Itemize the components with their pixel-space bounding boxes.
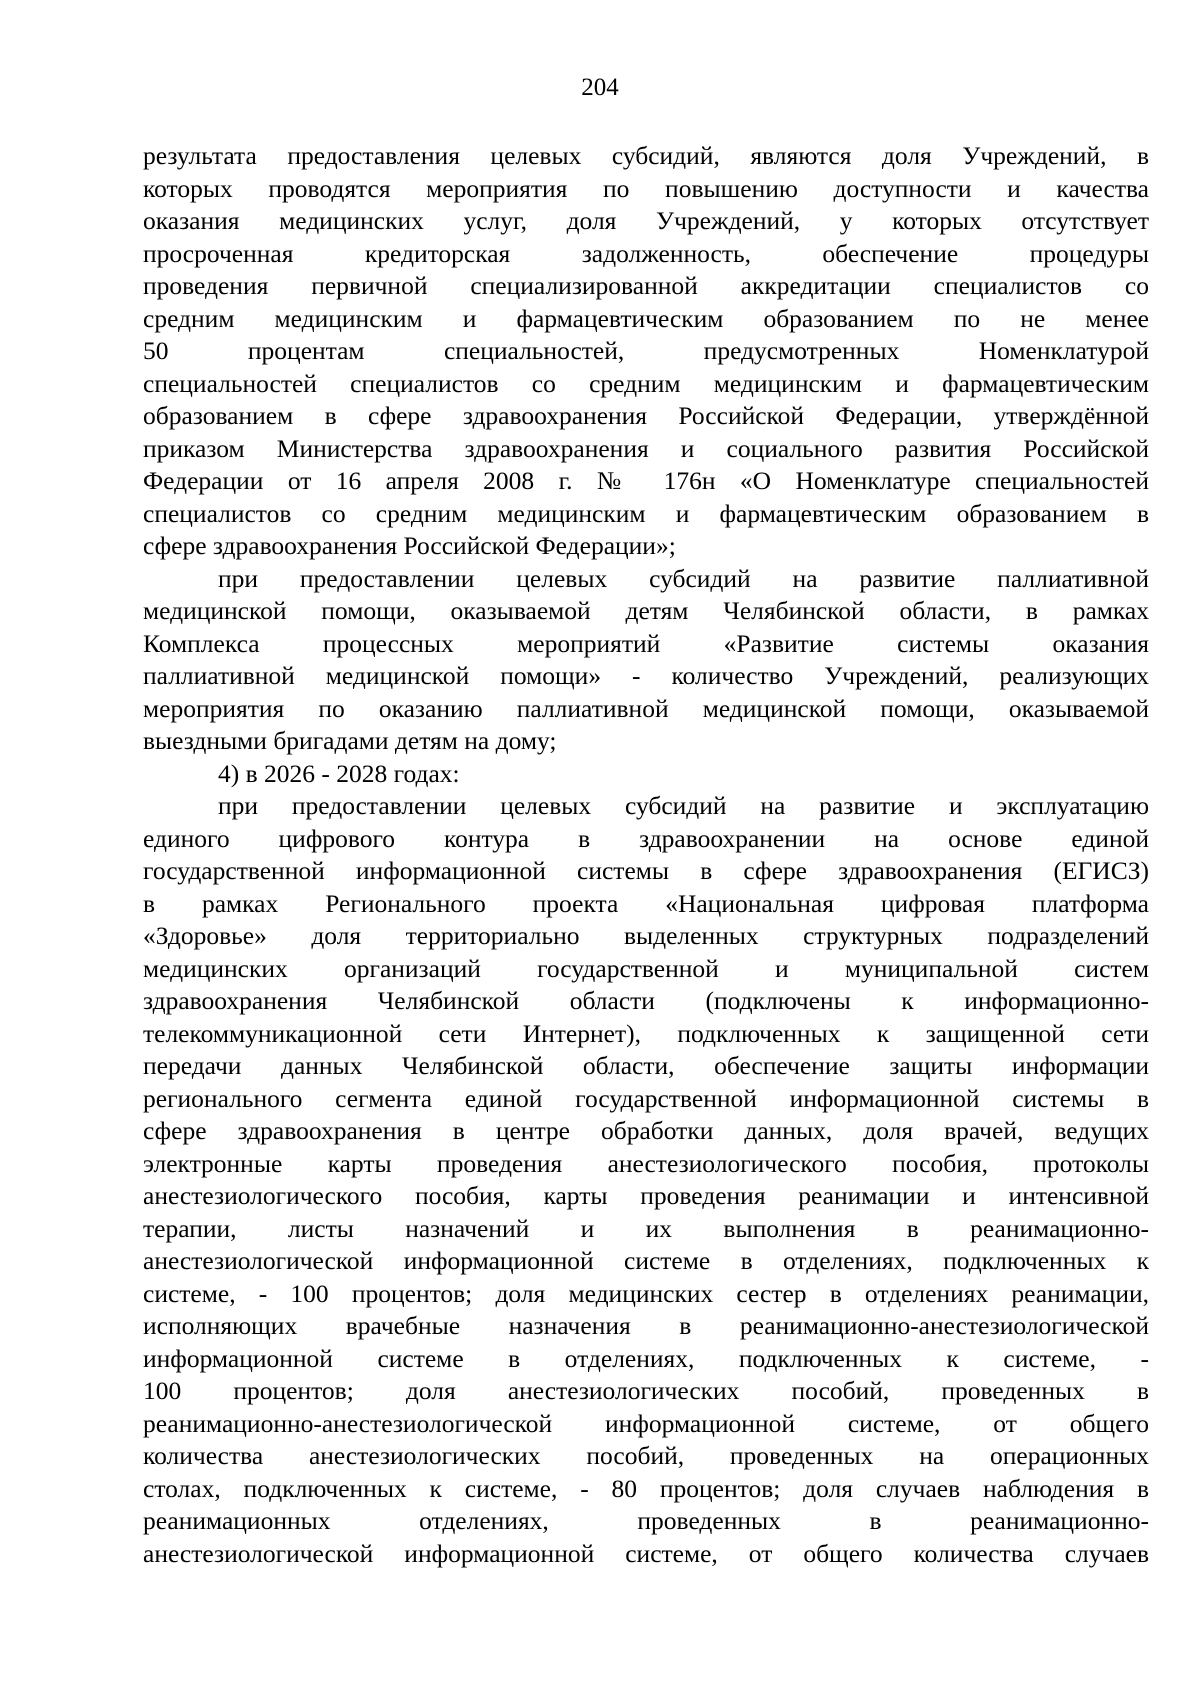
text-line: при предоставлении целевых субсидий на развитие и эксплуатацию	[218, 791, 1149, 820]
text-line: системе, - 100 процентов; доля медицинских сестер в отделениях реанимации,	[143, 1278, 1149, 1308]
text-line: единого цифрового контура в здравоохранении на основе единой	[143, 823, 1149, 853]
text-line: оказания медицинских услуг, доля Учреждений, у которых отсутствует	[143, 206, 1149, 235]
text-line: регионального сегмента единой государственной информационной системы в	[143, 1083, 1149, 1113]
text-line: средним медицинским и фармацевтическим образованием по не менее	[143, 303, 1149, 333]
text-line: в рамках Регионального проекта «Национальная цифровая платформа	[143, 888, 1149, 918]
text-line: 4) в 2026 - 2028 годах:	[218, 758, 460, 788]
text-line: телекоммуникационной сети Интернет), подключенных к защищенной сети	[143, 1018, 1149, 1048]
text-line: выездными бригадами детям на дому;	[143, 726, 557, 755]
text-line: образованием в сфере здравоохранения Российской Федерации, утверждённой	[143, 401, 1149, 430]
text-line: медицинской помощи, оказываемой детям Челябинской области, в рамках	[143, 596, 1149, 625]
text-line: приказом Министерства здравоохранения и социального развития Российской	[143, 433, 1149, 463]
text-line: здравоохранения Челябинской области (подключены к информационно-	[143, 986, 1149, 1015]
text-line: реанимационных отделениях, проведенных в реанимационно-	[143, 1506, 1149, 1535]
text-line: просроченная кредиторская задолженность, обеспечение процедуры	[143, 238, 1149, 268]
text-line: специальностей специалистов со средним медицинским и фармацевтическим	[143, 368, 1149, 398]
text-line: «Здоровье» доля территориально выделенных структурных подразделений	[143, 921, 1149, 950]
text-line: медицинских организаций государственной и муниципальной систем	[143, 953, 1149, 983]
text-line: Комплекса процессных мероприятий «Развитие системы оказания	[143, 628, 1149, 658]
text-line: анестезиологической информационной системе, от общего количества случаев	[143, 1538, 1149, 1568]
text-line: Федерации от 16 апреля 2008 г. № 176н «О Номенклатуре специальностей	[143, 466, 1149, 495]
text-line: при предоставлении целевых субсидий на развитие паллиативной	[218, 563, 1149, 593]
text-line: информационной системе в отделениях, подключенных к системе, -	[143, 1343, 1149, 1373]
page-number: 204	[581, 74, 619, 101]
text-line: количества анестезиологических пособий, проведенных на операционных	[143, 1441, 1149, 1470]
text-line: которых проводятся мероприятия по повышению доступности и качества	[143, 173, 1149, 203]
text-line: государственной информационной системы в сфере здравоохранения (ЕГИСЗ)	[143, 856, 1149, 885]
text-line: передачи данных Челябинской области, обеспечение защиты информации	[143, 1051, 1149, 1080]
text-line: 50 процентам специальностей, предусмотренных Номенклатурой	[143, 336, 1149, 365]
body-text	[143, 140, 1149, 1570]
text-line: электронные карты проведения анестезиологического пособия, протоколы	[143, 1148, 1149, 1178]
text-line: анестезиологического пособия, карты проведения реанимации и интенсивной	[143, 1181, 1149, 1210]
text-line: специалистов со средним медицинским и фармацевтическим образованием в	[143, 498, 1149, 528]
text-line: реанимационно-анестезиологической информационной системе, от общего	[143, 1408, 1149, 1438]
text-line: анестезиологической информационной системе в отделениях, подключенных к	[143, 1246, 1149, 1275]
text-line: мероприятия по оказанию паллиативной медицинской помощи, оказываемой	[143, 693, 1149, 723]
text-line: результата предоставления целевых субсидий, являются доля Учреждений, в	[143, 141, 1149, 170]
text-line: терапии, листы назначений и их выполнения в реанимационно-	[143, 1213, 1149, 1243]
text-line: паллиативной медицинской помощи» - количество Учреждений, реализующих	[143, 661, 1149, 690]
text-line: исполняющих врачебные назначения в реанимационно-анестезиологической	[143, 1311, 1149, 1340]
text-line: сфере здравоохранения Российской Федерации»;	[143, 531, 676, 560]
text-line: столах, подключенных к системе, - 80 процентов; доля случаев наблюдения в	[143, 1473, 1149, 1503]
text-line: проведения первичной специализированной аккредитации специалистов со	[143, 271, 1149, 300]
text-line: 100 процентов; доля анестезиологических пособий, проведенных в	[143, 1376, 1149, 1405]
text-line: сфере здравоохранения в центре обработки данных, доля врачей, ведущих	[143, 1116, 1149, 1145]
